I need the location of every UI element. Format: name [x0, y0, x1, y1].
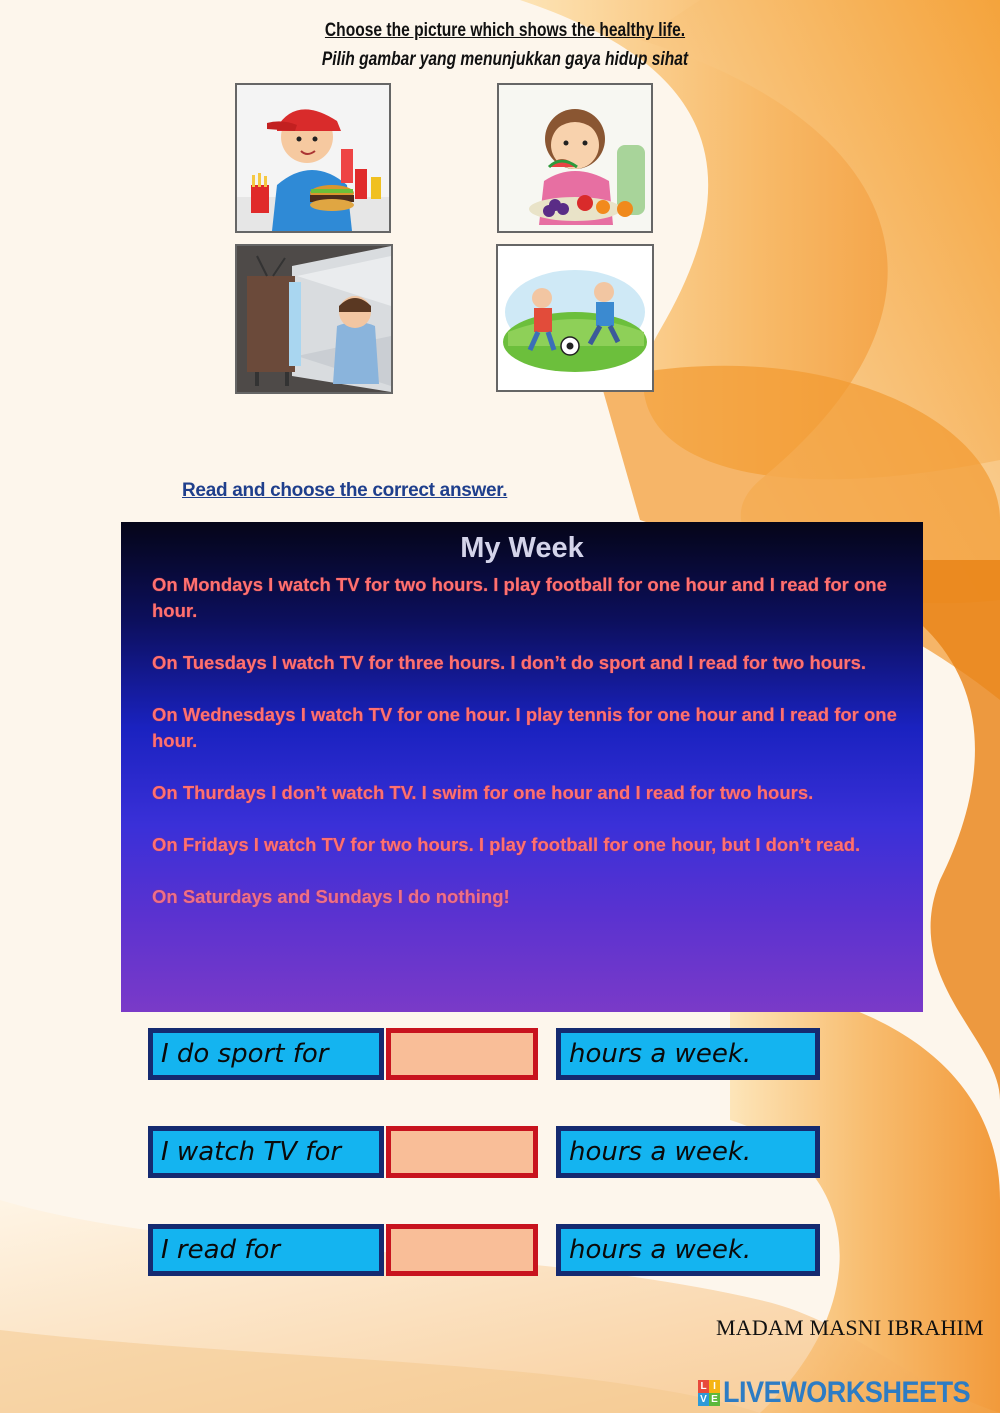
question-row-read: [148, 1224, 818, 1276]
story-paragraph-tuesday: On Tuesdays I watch TV for three hours. I don’t do sport and I read for two hours.: [152, 652, 867, 673]
story-panel: [121, 522, 923, 1012]
answer-input-read[interactable]: [386, 1224, 538, 1276]
author-credit: MADAM MASNI IBRAHIM: [716, 1315, 984, 1340]
story-title: My Week: [460, 532, 584, 564]
question-row-sport: [148, 1028, 818, 1080]
question-prefix: I watch TV for: [148, 1126, 384, 1178]
story-paragraph-wednesday: On Wednesdays I watch TV for one hour. I play tennis for one hour and I read for one hour.: [152, 704, 897, 751]
question-prefix: I read for: [148, 1224, 384, 1276]
picture-playing-football[interactable]: [496, 244, 654, 392]
brand-name: LIVEWORKSHEETS: [723, 1376, 971, 1409]
instruction-reading: Read and choose the correct answer.: [182, 480, 508, 501]
story-paragraph-thursday: On Thurdays I don’t watch TV. I swim for one hour and I read for two hours.: [152, 782, 814, 803]
picture-healthy-eating[interactable]: [497, 83, 653, 233]
boy-watching-tv-icon: [237, 246, 391, 392]
story-paragraph-monday: On Mondays I watch TV for two hours. I play football for one hour and I read for one hour.: [152, 574, 887, 621]
instruction-pictures-en: Choose the picture which shows the healthy life.: [324, 20, 686, 41]
question-prefix: I do sport for: [148, 1028, 384, 1080]
question-suffix: hours a week.: [556, 1028, 820, 1080]
kids-playing-football-icon: [498, 246, 652, 390]
liveworksheets-brand[interactable]: [698, 1378, 998, 1408]
instruction-pictures-ms: Pilih gambar yang menunjukkan gaya hidup sihat: [321, 49, 689, 70]
fast-food-boy-icon: [237, 85, 389, 231]
question-row-tv: [148, 1126, 818, 1178]
story-body: [152, 572, 916, 936]
picture-fast-food[interactable]: [235, 83, 391, 233]
question-suffix: hours a week.: [556, 1126, 820, 1178]
story-paragraph-weekend: On Saturdays and Sundays I do nothing!: [152, 886, 510, 907]
girl-eating-fruit-icon: [499, 85, 651, 231]
liveworksheets-logo-icon: L I V E: [698, 1380, 720, 1406]
question-suffix: hours a week.: [556, 1224, 820, 1276]
answer-input-tv[interactable]: [386, 1126, 538, 1178]
picture-watching-tv[interactable]: [235, 244, 393, 394]
answer-input-sport[interactable]: [386, 1028, 538, 1080]
story-paragraph-friday: On Fridays I watch TV for two hours. I play football for one hour, but I don’t read.: [152, 834, 861, 855]
